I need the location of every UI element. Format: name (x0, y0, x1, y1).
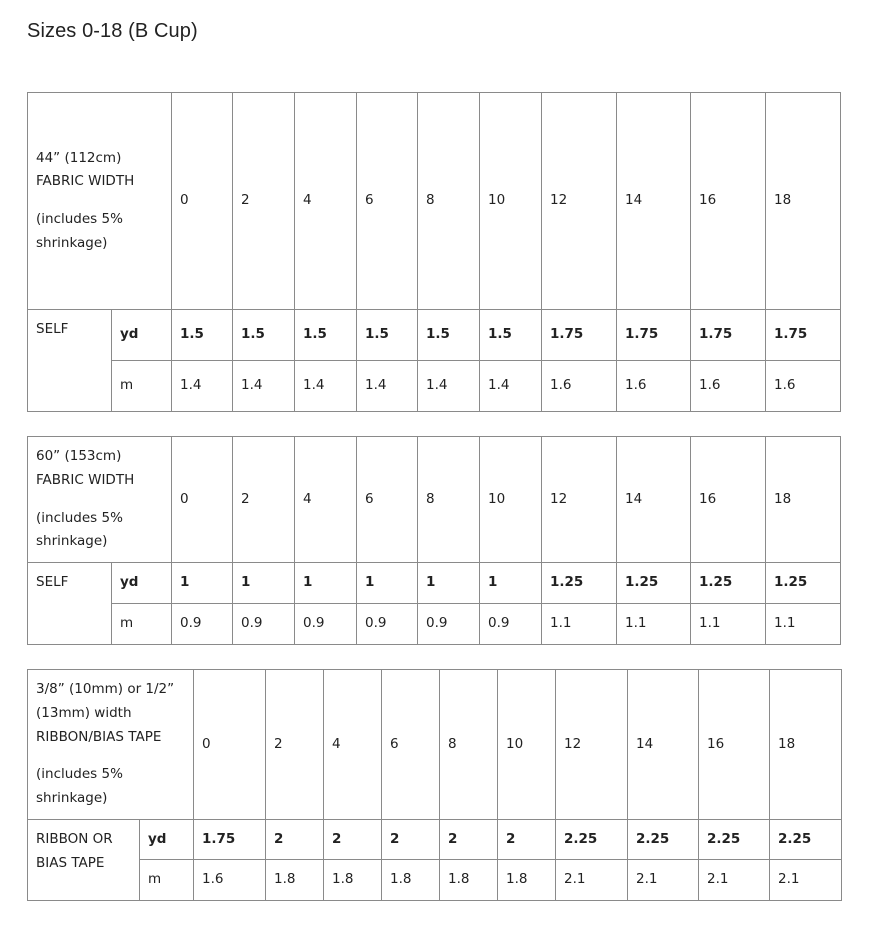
yd-value: 1 (480, 563, 542, 604)
ribbon-width-header (28, 670, 194, 820)
m-value: 0.9 (295, 604, 357, 645)
row-label: RIBBON OR BIAS TAPE (28, 820, 140, 901)
size-header: 6 (357, 437, 418, 563)
size-header: 12 (542, 93, 617, 310)
m-value: 1.8 (324, 860, 382, 901)
row-label: SELF (28, 310, 112, 412)
size-header: 12 (542, 437, 617, 563)
m-value: 1.1 (691, 604, 766, 645)
yd-value: 2 (266, 820, 324, 860)
m-value: 1.4 (233, 361, 295, 412)
yd-value: 1.25 (766, 563, 841, 604)
header-row (28, 93, 841, 310)
m-value: 1.1 (542, 604, 617, 645)
fabric-width-label: FABRIC WIDTH (36, 471, 135, 488)
unit-m: m (112, 604, 172, 645)
yd-value: 1.25 (691, 563, 766, 604)
m-value: 1.4 (357, 361, 418, 412)
size-header: 18 (766, 93, 841, 310)
size-header: 4 (295, 437, 357, 563)
yd-value: 2.25 (770, 820, 842, 860)
size-header: 2 (233, 437, 295, 563)
fabric-width-label: 60” (153cm) (36, 448, 122, 465)
yd-value: 1 (418, 563, 480, 604)
m-value: 2.1 (556, 860, 628, 901)
page-title: Sizes 0-18 (B Cup) (27, 20, 198, 42)
row-label: SELF (28, 563, 112, 645)
yd-value: 2 (324, 820, 382, 860)
m-value: 0.9 (233, 604, 295, 645)
unit-m: m (140, 860, 194, 901)
yd-value: 2 (440, 820, 498, 860)
size-header: 14 (617, 437, 691, 563)
m-value: 1.4 (418, 361, 480, 412)
header-row (28, 670, 842, 820)
yd-value: 1 (295, 563, 357, 604)
yd-value: 1.5 (172, 310, 233, 361)
m-value: 1.6 (691, 361, 766, 412)
shrinkage-note: (includes 5% shrinkage) (36, 766, 123, 806)
ribbon-width-label: 3/8” (10mm) or 1/2” (13mm) width RIBBON/BIAS TAPE (36, 681, 175, 745)
yd-value: 1.75 (542, 310, 617, 361)
size-header: 0 (194, 670, 266, 820)
m-value: 2.1 (770, 860, 842, 901)
size-header: 2 (266, 670, 324, 820)
size-header: 0 (172, 93, 233, 310)
size-header: 18 (770, 670, 842, 820)
fabric-width-label: FABRIC WIDTH (36, 173, 135, 190)
m-value: 2.1 (699, 860, 770, 901)
size-header: 4 (295, 93, 357, 310)
fabric-width-label: 44” (112cm) (36, 149, 122, 166)
m-value: 1.4 (172, 361, 233, 412)
unit-yd: yd (112, 563, 172, 604)
m-row (28, 361, 841, 412)
yd-value: 1.5 (357, 310, 418, 361)
yd-value: 1.5 (233, 310, 295, 361)
yd-value: 1.75 (617, 310, 691, 361)
m-value: 0.9 (357, 604, 418, 645)
m-value: 1.8 (498, 860, 556, 901)
size-header: 10 (480, 93, 542, 310)
yd-value: 1.5 (480, 310, 542, 361)
yd-value: 1.75 (194, 820, 266, 860)
size-header: 14 (628, 670, 699, 820)
m-value: 0.9 (480, 604, 542, 645)
size-header: 0 (172, 437, 233, 563)
yd-value: 1.75 (691, 310, 766, 361)
size-header: 8 (440, 670, 498, 820)
fabric-width-header (28, 93, 172, 310)
size-header: 16 (699, 670, 770, 820)
m-value: 1.6 (542, 361, 617, 412)
m-value: 1.8 (440, 860, 498, 901)
size-header: 4 (324, 670, 382, 820)
yd-value: 2.25 (556, 820, 628, 860)
yd-row (28, 563, 841, 604)
unit-m: m (112, 361, 172, 412)
yd-value: 2.25 (699, 820, 770, 860)
yd-row (28, 310, 841, 361)
yd-value: 2 (498, 820, 556, 860)
yd-value: 1 (357, 563, 418, 604)
size-header: 16 (691, 437, 766, 563)
size-header: 2 (233, 93, 295, 310)
yd-value: 1.5 (418, 310, 480, 361)
m-value: 1.4 (480, 361, 542, 412)
yd-value: 1.25 (617, 563, 691, 604)
header-row (28, 437, 841, 563)
unit-yd: yd (140, 820, 194, 860)
m-value: 1.6 (617, 361, 691, 412)
yardage-table-44in (27, 92, 841, 412)
size-header: 14 (617, 93, 691, 310)
m-row (28, 860, 842, 901)
yardage-table-ribbon (27, 669, 842, 901)
m-value: 0.9 (172, 604, 233, 645)
unit-yd: yd (112, 310, 172, 361)
size-header: 6 (382, 670, 440, 820)
yardage-table-60in (27, 436, 841, 645)
yd-row (28, 820, 842, 860)
shrinkage-note: (includes 5% shrinkage) (36, 509, 123, 550)
yd-value: 1.25 (542, 563, 617, 604)
fabric-width-header (28, 437, 172, 563)
size-header: 10 (498, 670, 556, 820)
yd-value: 1 (233, 563, 295, 604)
size-header: 6 (357, 93, 418, 310)
m-row (28, 604, 841, 645)
size-header: 12 (556, 670, 628, 820)
m-value: 1.6 (194, 860, 266, 901)
m-value: 2.1 (628, 860, 699, 901)
shrinkage-note: (includes 5% shrinkage) (36, 211, 123, 251)
m-value: 0.9 (418, 604, 480, 645)
size-header: 16 (691, 93, 766, 310)
m-value: 1.1 (617, 604, 691, 645)
yd-value: 1.75 (766, 310, 841, 361)
m-value: 1.1 (766, 604, 841, 645)
size-header: 8 (418, 437, 480, 563)
m-value: 1.4 (295, 361, 357, 412)
m-value: 1.6 (766, 361, 841, 412)
yd-value: 2 (382, 820, 440, 860)
yd-value: 1.5 (295, 310, 357, 361)
size-header: 18 (766, 437, 841, 563)
size-header: 10 (480, 437, 542, 563)
m-value: 1.8 (266, 860, 324, 901)
m-value: 1.8 (382, 860, 440, 901)
yd-value: 1 (172, 563, 233, 604)
yd-value: 2.25 (628, 820, 699, 860)
size-header: 8 (418, 93, 480, 310)
